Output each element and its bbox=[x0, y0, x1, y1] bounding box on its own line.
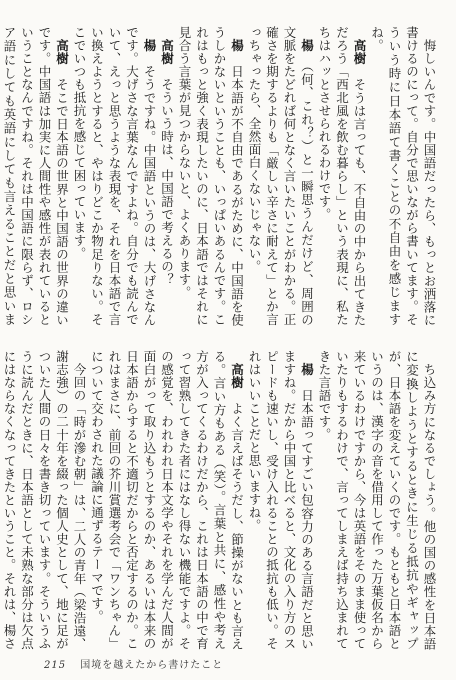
paragraph bbox=[158, 26, 176, 326]
paragraph bbox=[246, 26, 316, 326]
speaker-name: 高樹 bbox=[54, 38, 70, 78]
paragraph bbox=[71, 26, 159, 326]
speaker-name: 楊 bbox=[142, 38, 157, 65]
paragraph-text: （何、これ？）と一瞬思うんだけど、周囲の文脈をたどれば何となく言いたいことがわかる。正確さを期するよりも「厳しい辛さに耐えて」とか言っちゃったら、全然面白くないじゃない。 bbox=[247, 26, 315, 327]
paragraph-text: そこで日本語の世界と中国語の世界の違いです。中国語は加実に人間性や感性が表れているということなんですね。それは中国語に限らず、ロシア語にしても英語にしても言えることだと思いま bbox=[2, 26, 70, 327]
paragraph bbox=[176, 26, 246, 326]
paragraph-text: 悔しいんです。中国語だったら、もっとお洒落に書けるのにって。自分で思いながら書いてます。そういう時に日本語て書くことの不自由を感じますね。 bbox=[369, 26, 437, 326]
paragraph bbox=[0, 26, 71, 326]
paragraph-text: 日本語ってすごい包容力のある言語だと思いますね。だから中国と比べると、文化の入り方のスピードも速いし、受け入れることの抵抗も低い。それはいいことだと思いますね。 bbox=[247, 350, 315, 651]
paragraph-text: 日本語が不自由であるがために、中国語を使うしかないということも、いっぱいあるんです。これはもっと強く表現したいのに、日本語ではそれに見合う言葉が見つからないと、よくあります。 bbox=[177, 26, 245, 327]
upper-text-block bbox=[2, 26, 438, 327]
paragraph bbox=[246, 350, 316, 650]
speaker-name: 高樹 bbox=[159, 38, 175, 78]
lower-text-block bbox=[2, 350, 438, 651]
paragraph-text: ち込み方になるでしょう。他の国の感性を日本語に変換しようとするときに生じる抵抗やギャップが、日本語を変えていくのです。もともと日本語というのは、漢字の音を借用して作った万葉仮名から来ているわけですから、今は英語をそのまま使っていたりもするわけで、言ってしまえば持ち込まれてきた言語です。 bbox=[317, 350, 437, 650]
paragraph bbox=[88, 350, 246, 650]
page-number: 215 bbox=[44, 660, 67, 671]
speaker-name: 高樹 bbox=[352, 38, 367, 78]
paragraph-text: そういう時は、中国語で考えるの？ bbox=[159, 77, 175, 286]
paragraph-text: そうですね。中国語というのは、大げさなんです。大げさな言葉なんですよね。自分でも読んでいて、えっと思うような表現を、それを日本語で言い換えようとすると、やはりどこか物足りない。そこでいつも抵抗を感じて困っています。 bbox=[72, 26, 157, 327]
speaker-name: 高樹 bbox=[229, 362, 245, 402]
paragraph-text: よく言えばそうだし、節操がないとも言える。言い方もある（笑）。言葉と共に、感性や考え方が入ってくるわけだから、これは日本語の中で育って習熟してきた者にはなし得ない機能ですよ。その感覚を、われわれ日本文学やそれを学んだ人間が面白がって取り込もうとするのか、あるいは本来の日本語からすると不適切だからと否定するのか。これはまさに、前回の芥川賞選考会で「ワンちゃん」について交わされた議論に通ずるテーマです。 bbox=[89, 350, 245, 651]
speaker-name: 楊 bbox=[299, 362, 315, 389]
paragraph bbox=[0, 350, 88, 650]
page-footer bbox=[44, 656, 223, 671]
paragraph bbox=[316, 350, 439, 650]
paragraph-text: 今回の「時が滲む朝」は、二人の青年（梁浩遠、謝志強）の二十年を綴った個人史として、地に足がついた人間の日々を書き切っています。そういうふうに読んだときに、日本語として未熟な部分は欠点にはならなくなってきたということ。それは、楊さ bbox=[2, 350, 87, 650]
running-title: 国境を越えたから書けたこと bbox=[80, 660, 224, 671]
speaker-name: 楊 bbox=[229, 38, 245, 65]
paragraph bbox=[316, 26, 369, 326]
paragraph bbox=[368, 26, 438, 326]
speaker-name: 楊 bbox=[299, 38, 315, 66]
paragraph-text: そうは言っても、不自由の中から出てきただろう「西北風を飲む暮らし」という表現に、私たちはハッとさせられるわけです。 bbox=[317, 26, 367, 327]
